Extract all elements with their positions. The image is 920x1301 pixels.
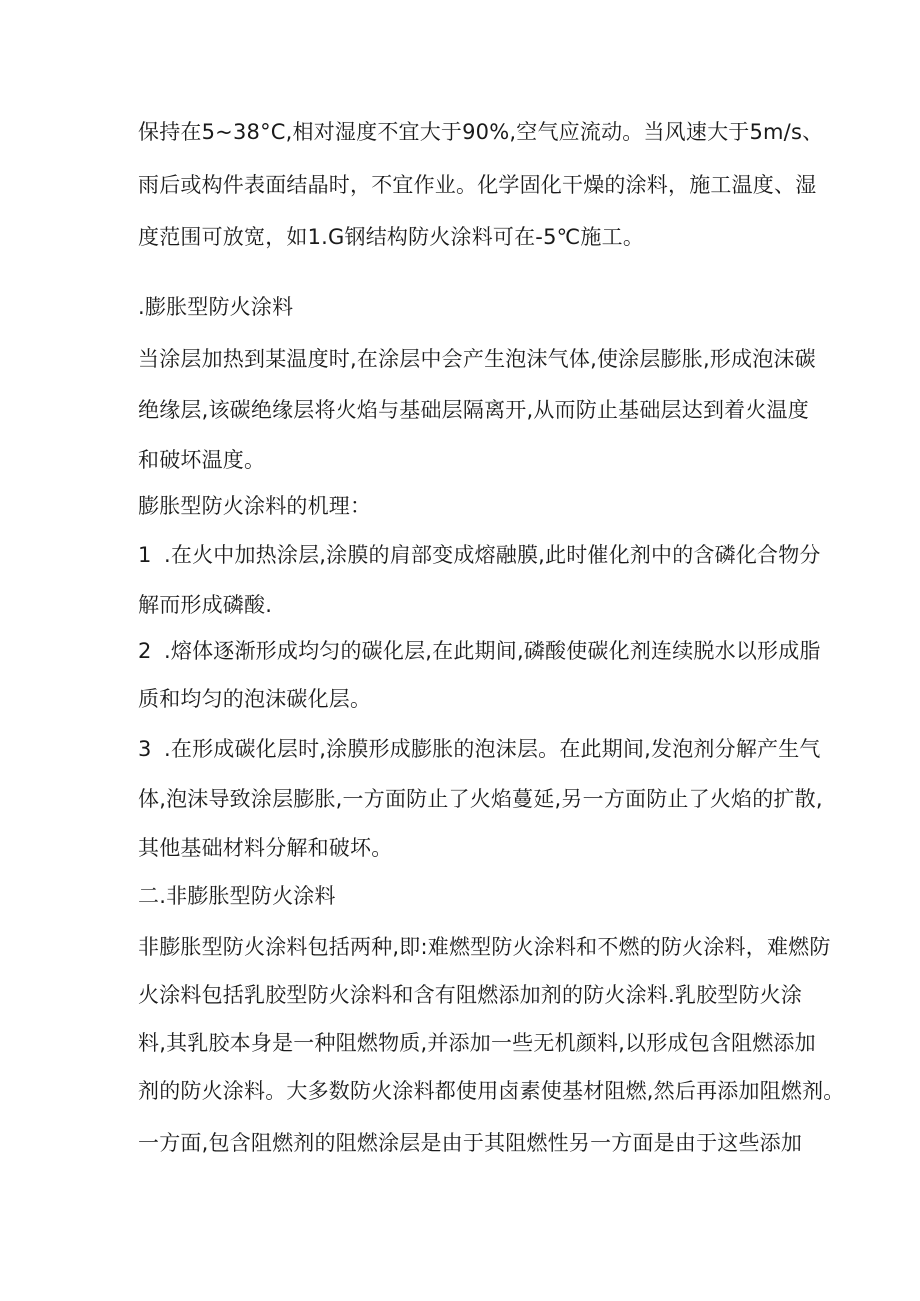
text-line: 绝缘层,该碳绝缘层将火焰与基础层隔离开,从而防止基础层达到着火温度 [138, 398, 809, 422]
list-item-3 [138, 735, 821, 763]
text-line: 雨后或构件表面结晶时，不宜作业。化学固化干燥的涂料，施工温度、湿 [138, 173, 817, 197]
text-line: 一方面,包含阻燃剂的阻燃涂层是由于其阻燃性另一方面是由于这些添加 [138, 1131, 803, 1155]
list-number: 1 [138, 543, 152, 567]
text-line: 解而形成磷酸. [138, 593, 273, 617]
text-line: 度范围可放宽，如1.G钢结构防火涂料可在-5℃施工。 [138, 225, 645, 249]
text-line: 体,泡沫导致涂层膨胀,一方面防止了火焰蔓延,另一方面防止了火焰的扩散, [138, 787, 823, 811]
list-item-text: .在火中加热涂层,涂膜的肩部变成熔融膜,此时催化剂中的含磷化合物分 [164, 543, 821, 567]
text-line: 保持在5~38°C,相对湿度不宜大于90%,空气应流动。当风速大于5m/s、 [138, 120, 824, 144]
list-item-text: .熔体逐渐形成均匀的碳化层,在此期间,磷酸使碳化剂连续脱水以形成脂 [164, 639, 821, 663]
list-item-1 [138, 541, 821, 569]
section-heading: .膨胀型防火涂料 [138, 295, 294, 319]
section-heading: 二.非膨胀型防火涂料 [138, 884, 336, 908]
list-number: 3 [138, 737, 152, 761]
text-line: 剂的防火涂料。大多数防火涂料都使用卤素使基材阻燃,然后再添加阻燃剂。 [138, 1079, 845, 1103]
text-line: 火涂料包括乳胶型防火涂料和含有阻燃添加剂的防火涂料.乳胶型防火涂 [138, 983, 803, 1007]
text-line: 当涂层加热到某温度时,在涂层中会产生泡沫气体,使涂层膨胀,形成泡沫碳 [138, 347, 816, 371]
list-item-text: .在形成碳化层时,涂膜形成膨胀的泡沫层。在此期间,发泡剂分解产生气 [164, 737, 821, 761]
text-line: 其他基础材料分解和破坏。 [138, 836, 393, 860]
text-line: 料,其乳胶本身是一种阻燃物质,并添加一些无机颜料,以形成包含阻燃添加 [138, 1031, 816, 1055]
text-line: 和破坏温度。 [138, 448, 266, 472]
list-number: 2 [138, 639, 152, 663]
text-line: 质和均匀的泡沫碳化层。 [138, 687, 372, 711]
subheading: 膨胀型防火涂料的机理： [138, 494, 372, 518]
list-item-2 [138, 637, 821, 665]
text-line: 非膨胀型防火涂料包括两种,即:难燃型防火涂料和不燃的防火涂料，难燃防 [138, 935, 831, 959]
